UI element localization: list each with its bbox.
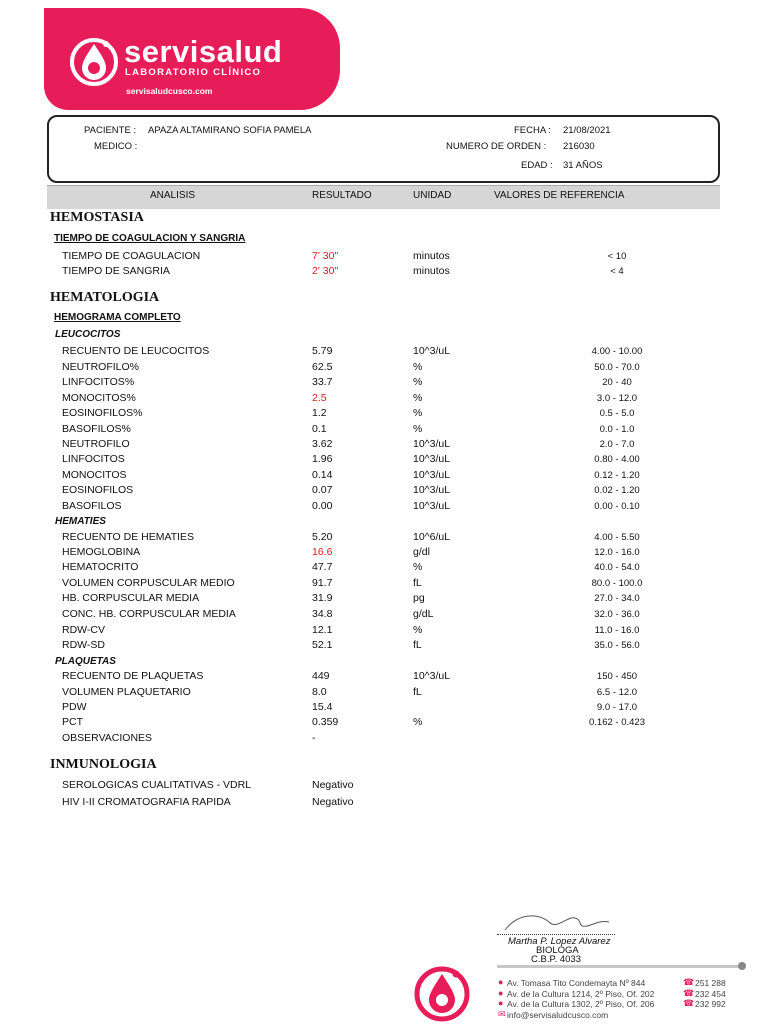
- group-plaquetas: PLAQUETAS: [55, 656, 116, 667]
- result-label: PCT: [62, 716, 83, 728]
- result-value: 52.1: [312, 639, 333, 651]
- subsection-hemograma: HEMOGRAMA COMPLETO: [54, 312, 181, 323]
- result-unit: fL: [413, 639, 422, 651]
- result-reference: 4.00 - 10.00: [591, 346, 643, 357]
- result-label: BASOFILOS%: [62, 423, 131, 435]
- footer-address-3: Av. de la Cultura 1302, 2º Piso, Of. 206: [507, 999, 655, 1009]
- result-value: 5.79: [312, 345, 333, 357]
- result-value: 8.0: [312, 686, 327, 698]
- result-label: RECUENTO DE HEMATIES: [62, 531, 195, 543]
- result-value: 0.07: [312, 484, 333, 496]
- result-reference: 27.0 - 34.0: [594, 593, 640, 604]
- edad-label: EDAD :: [521, 160, 553, 171]
- result-reference: 6.5 - 12.0: [596, 687, 638, 698]
- result-label: HIV I-II CROMATOGRAFIA RAPIDA: [62, 796, 231, 808]
- result-reference: 32.0 - 36.0: [594, 609, 640, 620]
- phone-icon: ☎: [683, 977, 695, 987]
- result-label: SEROLOGICAS CUALITATIVAS - VDRL: [62, 779, 252, 791]
- result-reference: 0.80 - 4.00: [594, 454, 640, 465]
- section-hemostasia: HEMOSTASIA: [50, 210, 144, 225]
- patient-name: APAZA ALTAMIRANO SOFIA PAMELA: [148, 125, 312, 136]
- result-value: 1.96: [312, 453, 333, 465]
- result-value: 0.00: [312, 500, 333, 512]
- result-unit: %: [413, 561, 423, 573]
- result-value: 62.5: [312, 361, 333, 373]
- result-label: PDW: [62, 701, 87, 713]
- result-unit: 10^3/uL: [413, 484, 451, 496]
- footer-phone-1: 251 288: [695, 978, 726, 988]
- result-value: 2' 30": [312, 265, 339, 277]
- result-reference: 4.00 - 5.50: [594, 532, 640, 543]
- result-unit: %: [413, 361, 423, 373]
- result-label: HB. CORPUSCULAR MEDIA: [62, 592, 200, 604]
- result-unit: %: [413, 423, 423, 435]
- result-reference: 0.00 - 0.10: [594, 501, 640, 512]
- result-unit: 10^3/uL: [413, 438, 451, 450]
- col-referencia: VALORES DE REFERENCIA: [494, 190, 625, 201]
- result-label: TIEMPO DE SANGRIA: [62, 265, 170, 277]
- result-value: 12.1: [312, 624, 333, 636]
- signature-title: BIOLOGA: [536, 945, 579, 956]
- result-unit: 10^3/uL: [413, 500, 451, 512]
- col-unidad: UNIDAD: [413, 190, 452, 201]
- group-leucocitos: LEUCOCITOS: [55, 329, 121, 340]
- result-value: Negativo: [312, 796, 354, 808]
- orden-label: NUMERO DE ORDEN :: [446, 141, 547, 152]
- result-label: NEUTROFILO: [62, 438, 130, 450]
- result-value: 3.62: [312, 438, 333, 450]
- signature-name: Martha P. Lopez Alvarez: [508, 936, 611, 947]
- footer-address-1: Av. Tomasa Tito Condemayta Nº 844: [507, 978, 646, 988]
- result-reference: 0.5 - 5.0: [599, 408, 635, 419]
- result-reference: 80.0 - 100.0: [591, 578, 643, 589]
- result-value: -: [312, 732, 316, 744]
- result-unit: minutos: [413, 250, 450, 262]
- result-unit: %: [413, 624, 423, 636]
- result-label: BASOFILOS: [62, 500, 122, 512]
- patient-label: PACIENTE :: [84, 125, 137, 136]
- orden-value: 216030: [563, 141, 595, 152]
- result-reference: < 10: [607, 251, 627, 262]
- result-value: 33.7: [312, 376, 333, 388]
- result-value: 1.2: [312, 407, 327, 419]
- location-pin-icon: ●: [498, 977, 504, 987]
- phone-icon: ☎: [683, 998, 695, 1008]
- footer-phone-3: 232 992: [695, 999, 726, 1009]
- result-unit: pg: [413, 592, 425, 604]
- signature-scribble-icon: [497, 908, 615, 934]
- result-value: 449: [312, 670, 330, 682]
- result-reference: 20 - 40: [602, 377, 632, 388]
- result-reference: 150 - 450: [596, 671, 638, 682]
- result-unit: 10^3/uL: [413, 469, 451, 481]
- result-unit: %: [413, 407, 423, 419]
- result-unit: fL: [413, 686, 422, 698]
- result-label: MONOCITOS%: [62, 392, 136, 404]
- footer-email: info@servisaludcusco.com: [507, 1010, 609, 1020]
- result-value: 7' 30": [312, 250, 339, 262]
- result-reference: 12.0 - 16.0: [594, 547, 640, 558]
- result-label: CONC. HB. CORPUSCULAR MEDIA: [62, 608, 236, 620]
- result-value: Negativo: [312, 779, 354, 791]
- result-label: OBSERVACIONES: [62, 732, 153, 744]
- location-pin-icon: ●: [498, 998, 504, 1008]
- result-value: 16.6: [312, 546, 333, 558]
- footer-address-2: Av. de la Cultura 1214, 2º Piso, Of. 202: [507, 989, 655, 999]
- result-label: RECUENTO DE PLAQUETAS: [62, 670, 204, 682]
- location-pin-icon: ●: [498, 988, 504, 998]
- result-value: 31.9: [312, 592, 333, 604]
- section-inmunologia: INMUNOLOGIA: [50, 757, 157, 772]
- result-label: HEMOGLOBINA: [62, 546, 141, 558]
- result-unit: 10^3/uL: [413, 345, 451, 357]
- result-unit: 10^3/uL: [413, 453, 451, 465]
- result-label: MONOCITOS: [62, 469, 127, 481]
- result-unit: %: [413, 376, 423, 388]
- result-reference: 0.02 - 1.20: [594, 485, 640, 496]
- col-analisis: ANALISIS: [150, 190, 196, 201]
- result-label: LINFOCITOS: [62, 453, 125, 465]
- result-value: 0.1: [312, 423, 327, 435]
- result-reference: 0.0 - 1.0: [599, 424, 635, 435]
- result-unit: %: [413, 716, 423, 728]
- subsection-coagulacion: TIEMPO DE COAGULACION Y SANGRIA: [54, 233, 246, 244]
- brand-url: servisaludcusco.com: [126, 86, 213, 96]
- medico-label: MEDICO :: [94, 141, 138, 152]
- result-label: VOLUMEN CORPUSCULAR MEDIO: [62, 577, 235, 589]
- result-reference: 9.0 - 17.0: [596, 702, 638, 713]
- result-value: 5.20: [312, 531, 333, 543]
- signature-cbp: C.B.P. 4033: [531, 954, 582, 965]
- result-unit: %: [413, 392, 423, 404]
- result-label: EOSINOFILOS: [62, 484, 134, 496]
- result-reference: 40.0 - 54.0: [594, 562, 640, 573]
- result-unit: 10^6/uL: [413, 531, 451, 543]
- col-resultado: RESULTADO: [312, 190, 372, 201]
- result-value: 47.7: [312, 561, 333, 573]
- result-reference: 11.0 - 16.0: [594, 625, 640, 636]
- result-reference: 0.162 - 0.423: [589, 717, 645, 728]
- result-value: 91.7: [312, 577, 333, 589]
- result-unit: 10^3/uL: [413, 670, 451, 682]
- result-label: TIEMPO DE COAGULACION: [62, 250, 201, 262]
- result-reference: 2.0 - 7.0: [599, 439, 635, 450]
- result-reference: 0.12 - 1.20: [594, 470, 640, 481]
- footer-phone-2: 232 454: [695, 989, 726, 999]
- result-label: EOSINOFILOS%: [62, 407, 143, 419]
- footer-drop-logo-icon: [412, 962, 472, 1022]
- result-reference: < 4: [610, 266, 624, 277]
- brand-subtitle: LABORATORIO CLÍNICO: [125, 67, 262, 78]
- result-value: 0.14: [312, 469, 333, 481]
- result-label: RDW-CV: [62, 624, 105, 636]
- group-hematies: HEMATIES: [55, 516, 106, 527]
- phone-icon: ☎: [683, 988, 695, 998]
- result-label: LINFOCITOS%: [62, 376, 135, 388]
- result-label: NEUTROFILO%: [62, 361, 140, 373]
- result-unit: g/dl: [413, 546, 430, 558]
- result-unit: g/dL: [413, 608, 434, 620]
- result-label: RDW-SD: [62, 639, 105, 651]
- fecha-value: 21/08/2021: [563, 125, 611, 136]
- brand-name: servisalud: [124, 34, 283, 69]
- signature: [497, 908, 615, 935]
- result-unit: fL: [413, 577, 422, 589]
- result-value: 0.359: [312, 716, 339, 728]
- result-label: HEMATOCRITO: [62, 561, 139, 573]
- mail-icon: ✉: [498, 1009, 506, 1019]
- drop-logo-icon: [68, 34, 120, 86]
- section-hematologia: HEMATOLOGIA: [50, 290, 160, 305]
- result-label: VOLUMEN PLAQUETARIO: [62, 686, 191, 698]
- result-value: 15.4: [312, 701, 333, 713]
- edad-value: 31 AÑOS: [563, 160, 603, 171]
- result-label: RECUENTO DE LEUCOCITOS: [62, 345, 210, 357]
- result-value: 34.8: [312, 608, 333, 620]
- result-reference: 35.0 - 56.0: [594, 640, 640, 651]
- result-reference: 50.0 - 70.0: [594, 362, 640, 373]
- result-value: 2.5: [312, 392, 327, 404]
- result-unit: minutos: [413, 265, 450, 277]
- footer-divider: [497, 965, 743, 968]
- footer-divider-dot: [738, 962, 746, 970]
- result-reference: 3.0 - 12.0: [596, 393, 638, 404]
- fecha-label: FECHA :: [514, 125, 551, 136]
